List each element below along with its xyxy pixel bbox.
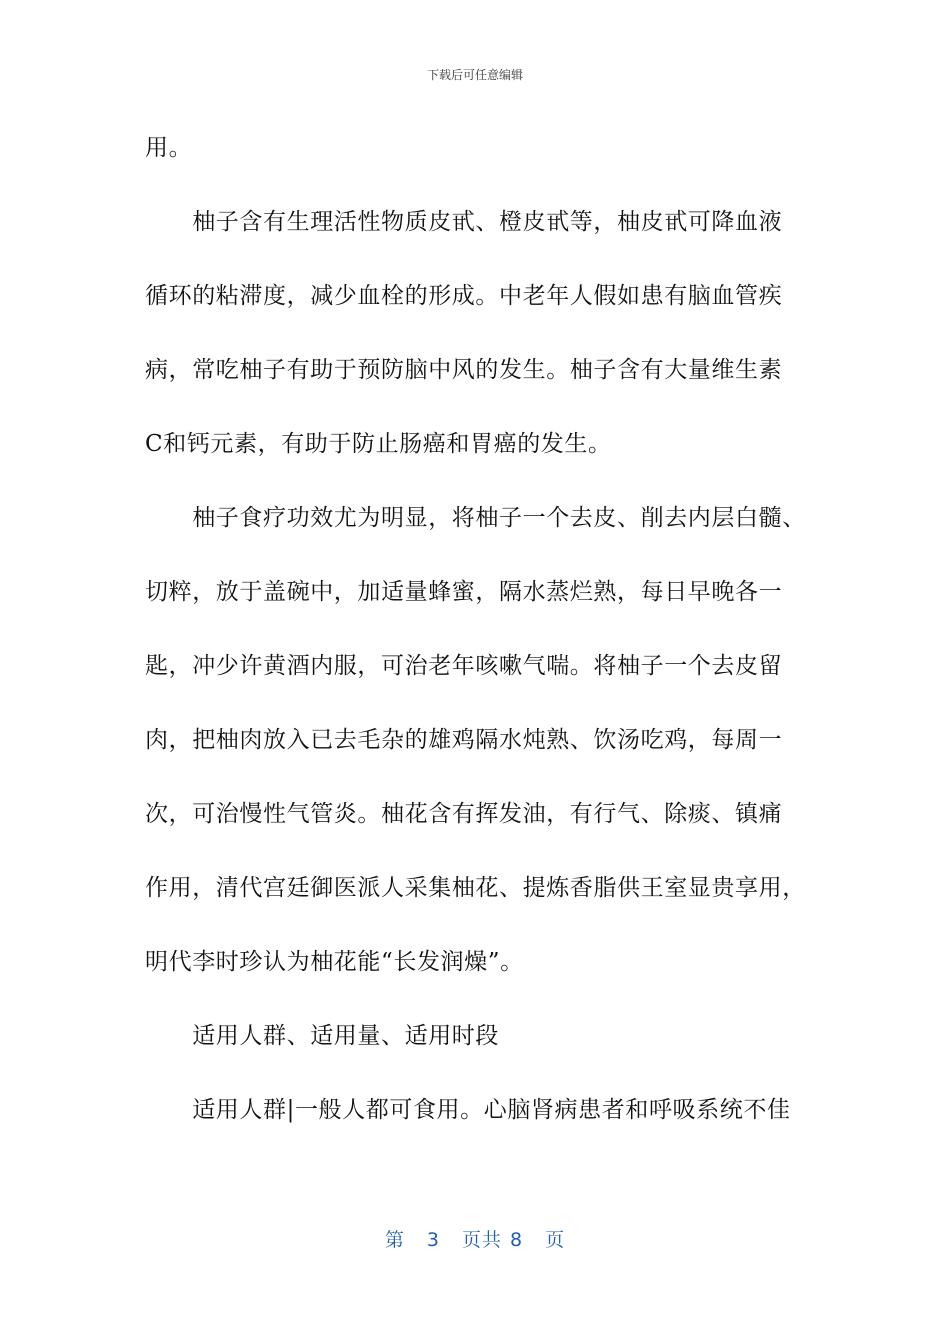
- body-line: 柚子食疗功效尤为明显，将柚子一个去皮、削去内层白髓、: [145, 505, 806, 531]
- footer-suffix: 页: [545, 1229, 566, 1251]
- body-line: 柚子含有生理活性物质皮甙、橙皮甙等，柚皮甙可降血液: [145, 209, 783, 235]
- page-footer: [0, 1225, 950, 1252]
- body-line: 循环的粘滞度，减少血栓的形成。中老年人假如患有脑血管疾: [145, 283, 783, 309]
- footer-total-pages: 8: [510, 1229, 524, 1251]
- footer-prefix: 第: [384, 1229, 405, 1251]
- body-line: 用。: [145, 135, 193, 161]
- document-body: [145, 117, 810, 1125]
- body-line: 肉，把柚肉放入已去毛杂的雄鸡隔水炖熟、饮汤吃鸡，每周一: [145, 727, 783, 753]
- body-line: 适用人群、适用量、适用时段: [145, 1023, 499, 1049]
- body-line: 病，常吃柚子有助于预防脑中风的发生。柚子含有大量维生素: [145, 357, 783, 383]
- body-line: 次，可治慢性气管炎。柚花含有挥发油，有行气、除痰、镇痛: [145, 801, 783, 827]
- body-line: C和钙元素，有助于防止肠癌和胃癌的发生。: [145, 431, 612, 457]
- footer-page-number: 3: [426, 1229, 440, 1251]
- body-line: 切粹，放于盖碗中，加适量蜂蜜，隔水蒸烂熟，每日早晚各一: [145, 579, 783, 605]
- body-line: 匙，冲少许黄酒内服，可治老年咳嗽气喘。将柚子一个去皮留: [145, 653, 783, 679]
- footer-middle: 页共: [461, 1229, 502, 1251]
- body-line: 明代李时珍认为柚花能“长发润燥”。: [145, 949, 524, 975]
- body-line: 作用，清代宫廷御医派人采集柚花、提炼香脂供王室显贵享用，: [145, 875, 806, 901]
- body-line: 适用人群|一般人都可食用。心脑肾病患者和呼吸系统不佳: [145, 1097, 791, 1123]
- page-header: 下载后可任意编辑: [426, 68, 523, 82]
